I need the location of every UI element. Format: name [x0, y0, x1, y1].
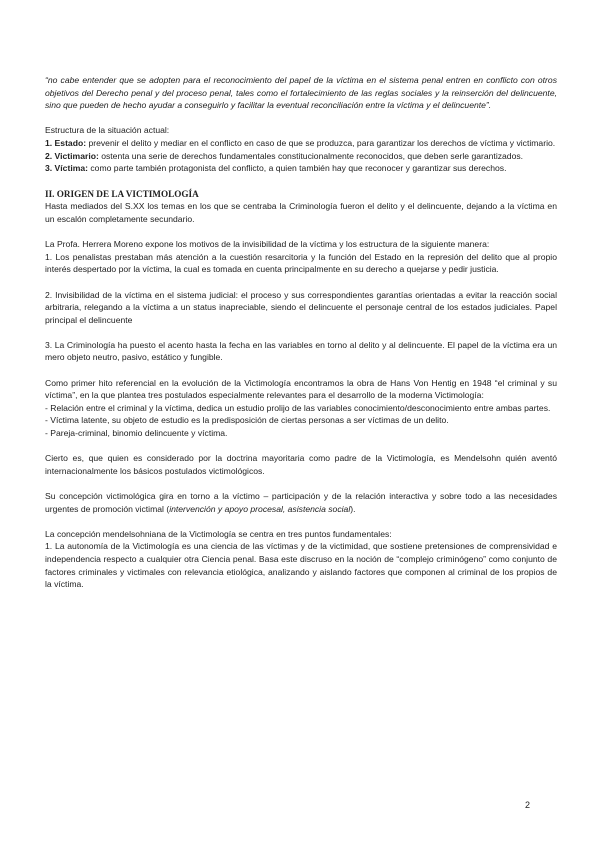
- structure-item-text: ostenta una serie de derechos fundamentales constitucionalmente reconocidos, que deben serle garantizados.: [98, 150, 524, 161]
- section-heading: II. ORIGEN DE LA VICTIMOLOGÍA: [45, 188, 199, 199]
- paragraph-1: Hasta mediados del S.XX los temas en los que se centraba la Criminología fueron el delito y el delincuente, dejando a la víctima en un escalón completamente secundario.: [45, 201, 557, 224]
- paragraph-7-part-a: Su concepción victimológica gira en torno a la víctimo – participación y de la relación interactiva y sobre todo a las necesidades urgentes de promoción victimal (: [45, 491, 557, 514]
- structure-item-victima: [45, 162, 557, 175]
- quote-paragraph: “no cabe entender que se adopten para el reconocimiento del papel de la víctima en el sistema penal entren en conflicto con otros objetivos del Derecho penal y del proceso penal, tales como el fortalecimiento de las reglas sociales y la reinserción del delincuente, sino que pueden de hecho ayudar a conseguirlo y facilitar la eventual reconciliación entre la víctima y el delincuente”.: [45, 75, 557, 111]
- paragraph-2-item-1: 1. Los penalistas prestaban más atención a la cuestión resarcitoria y la función del Estado en la represión del delito que al propio interés despertado por la víctima, la cual es tomada en cuenta principalmente en su derecho a quejarse y pedir justicia.: [45, 251, 557, 275]
- structure-intro: Estructura de la situación actual:: [45, 125, 170, 136]
- document-page: [45, 74, 557, 591]
- paragraph-7: [45, 490, 557, 515]
- structure-item-label: 1. Estado:: [45, 137, 87, 148]
- list-item: - Víctima latente, su objeto de estudio es la predisposición de ciertas personas a ser víctimas de un delito.: [45, 415, 449, 426]
- paragraph-3: 2. Invisibilidad de la víctima en el sistema judicial: el proceso y sus correspondientes garantías orientadas a evitar la reacción social arbitraria, relegando a la víctima a un status inapreciable, siendo el delincuente el personaje central de los estados judiciales. Papel principal el delincuente: [45, 289, 557, 325]
- paragraph-4: 3. La Criminología ha puesto el acento hasta la fecha en las variables en torno al delito y al delincuente. El papel de la víctima era un mero objeto neutro, pasivo, estático y fungible.: [45, 339, 557, 363]
- list-item: - Relación entre el criminal y la víctima, dedica un estudio prolijo de las variables conocimiento/desconocimiento entre ambas partes.: [45, 402, 551, 413]
- structure-item-estado: [45, 137, 557, 150]
- structure-item-label: 2. Victimario:: [45, 150, 99, 161]
- structure-item-victimario: [45, 150, 557, 163]
- paragraph-5: Como primer hito referencial en la evolución de la Victimología encontramos la obra de Hans Von Hentig en 1948 “el criminal y su víctima”, en la que plantea tres postulados especialmente relevantes para el desarrollo de la moderna Victimología:: [45, 377, 557, 401]
- paragraph-7-part-b: ).: [350, 503, 356, 514]
- paragraph-2: La Profa. Herrera Moreno expone los motivos de la invisibilidad de la víctima y los estructura de la siguiente manera:: [45, 239, 490, 250]
- paragraph-7-italic: intervención y apoyo procesal, asistencia social: [169, 503, 351, 514]
- page-number: 2: [524, 800, 530, 810]
- list-item: - Pareja-criminal, binomio delincuente y víctima.: [45, 428, 228, 439]
- structure-item-text: prevenir el delito y mediar en el conflicto en caso de que se produzca, para garantizar los derechos de víctima y victimario.: [86, 137, 556, 148]
- paragraph-8: La concepción mendelsohniana de la Victimología se centra en tres puntos fundamentales:: [45, 528, 392, 539]
- structure-item-label: 3. Víctima:: [45, 163, 88, 174]
- paragraph-6: Cierto es, que quien es considerado por la doctrina mayoritaria como padre de la Victimología, es Mendelsohn quién aventó internacionalmente los básicos postulados victimológicos.: [45, 453, 557, 476]
- structure-item-text: como parte también protagonista del conflicto, a quien también hay que reconocer y garantizar sus derechos.: [88, 163, 507, 174]
- paragraph-8-item-1: 1. La autonomía de la Victimología es una ciencia de las víctimas y de la victimidad, que sostiene pretensiones de comprensividad e independencia respecto a cualquier otra Ciencia penal. Basa este discruso en la noción de “complejo criminógeno” como conjunto de factores criminales y victimales con relevancia etiológica, analizando y aislando factores que componen al criminal de los propios de la víctima.: [45, 541, 557, 590]
